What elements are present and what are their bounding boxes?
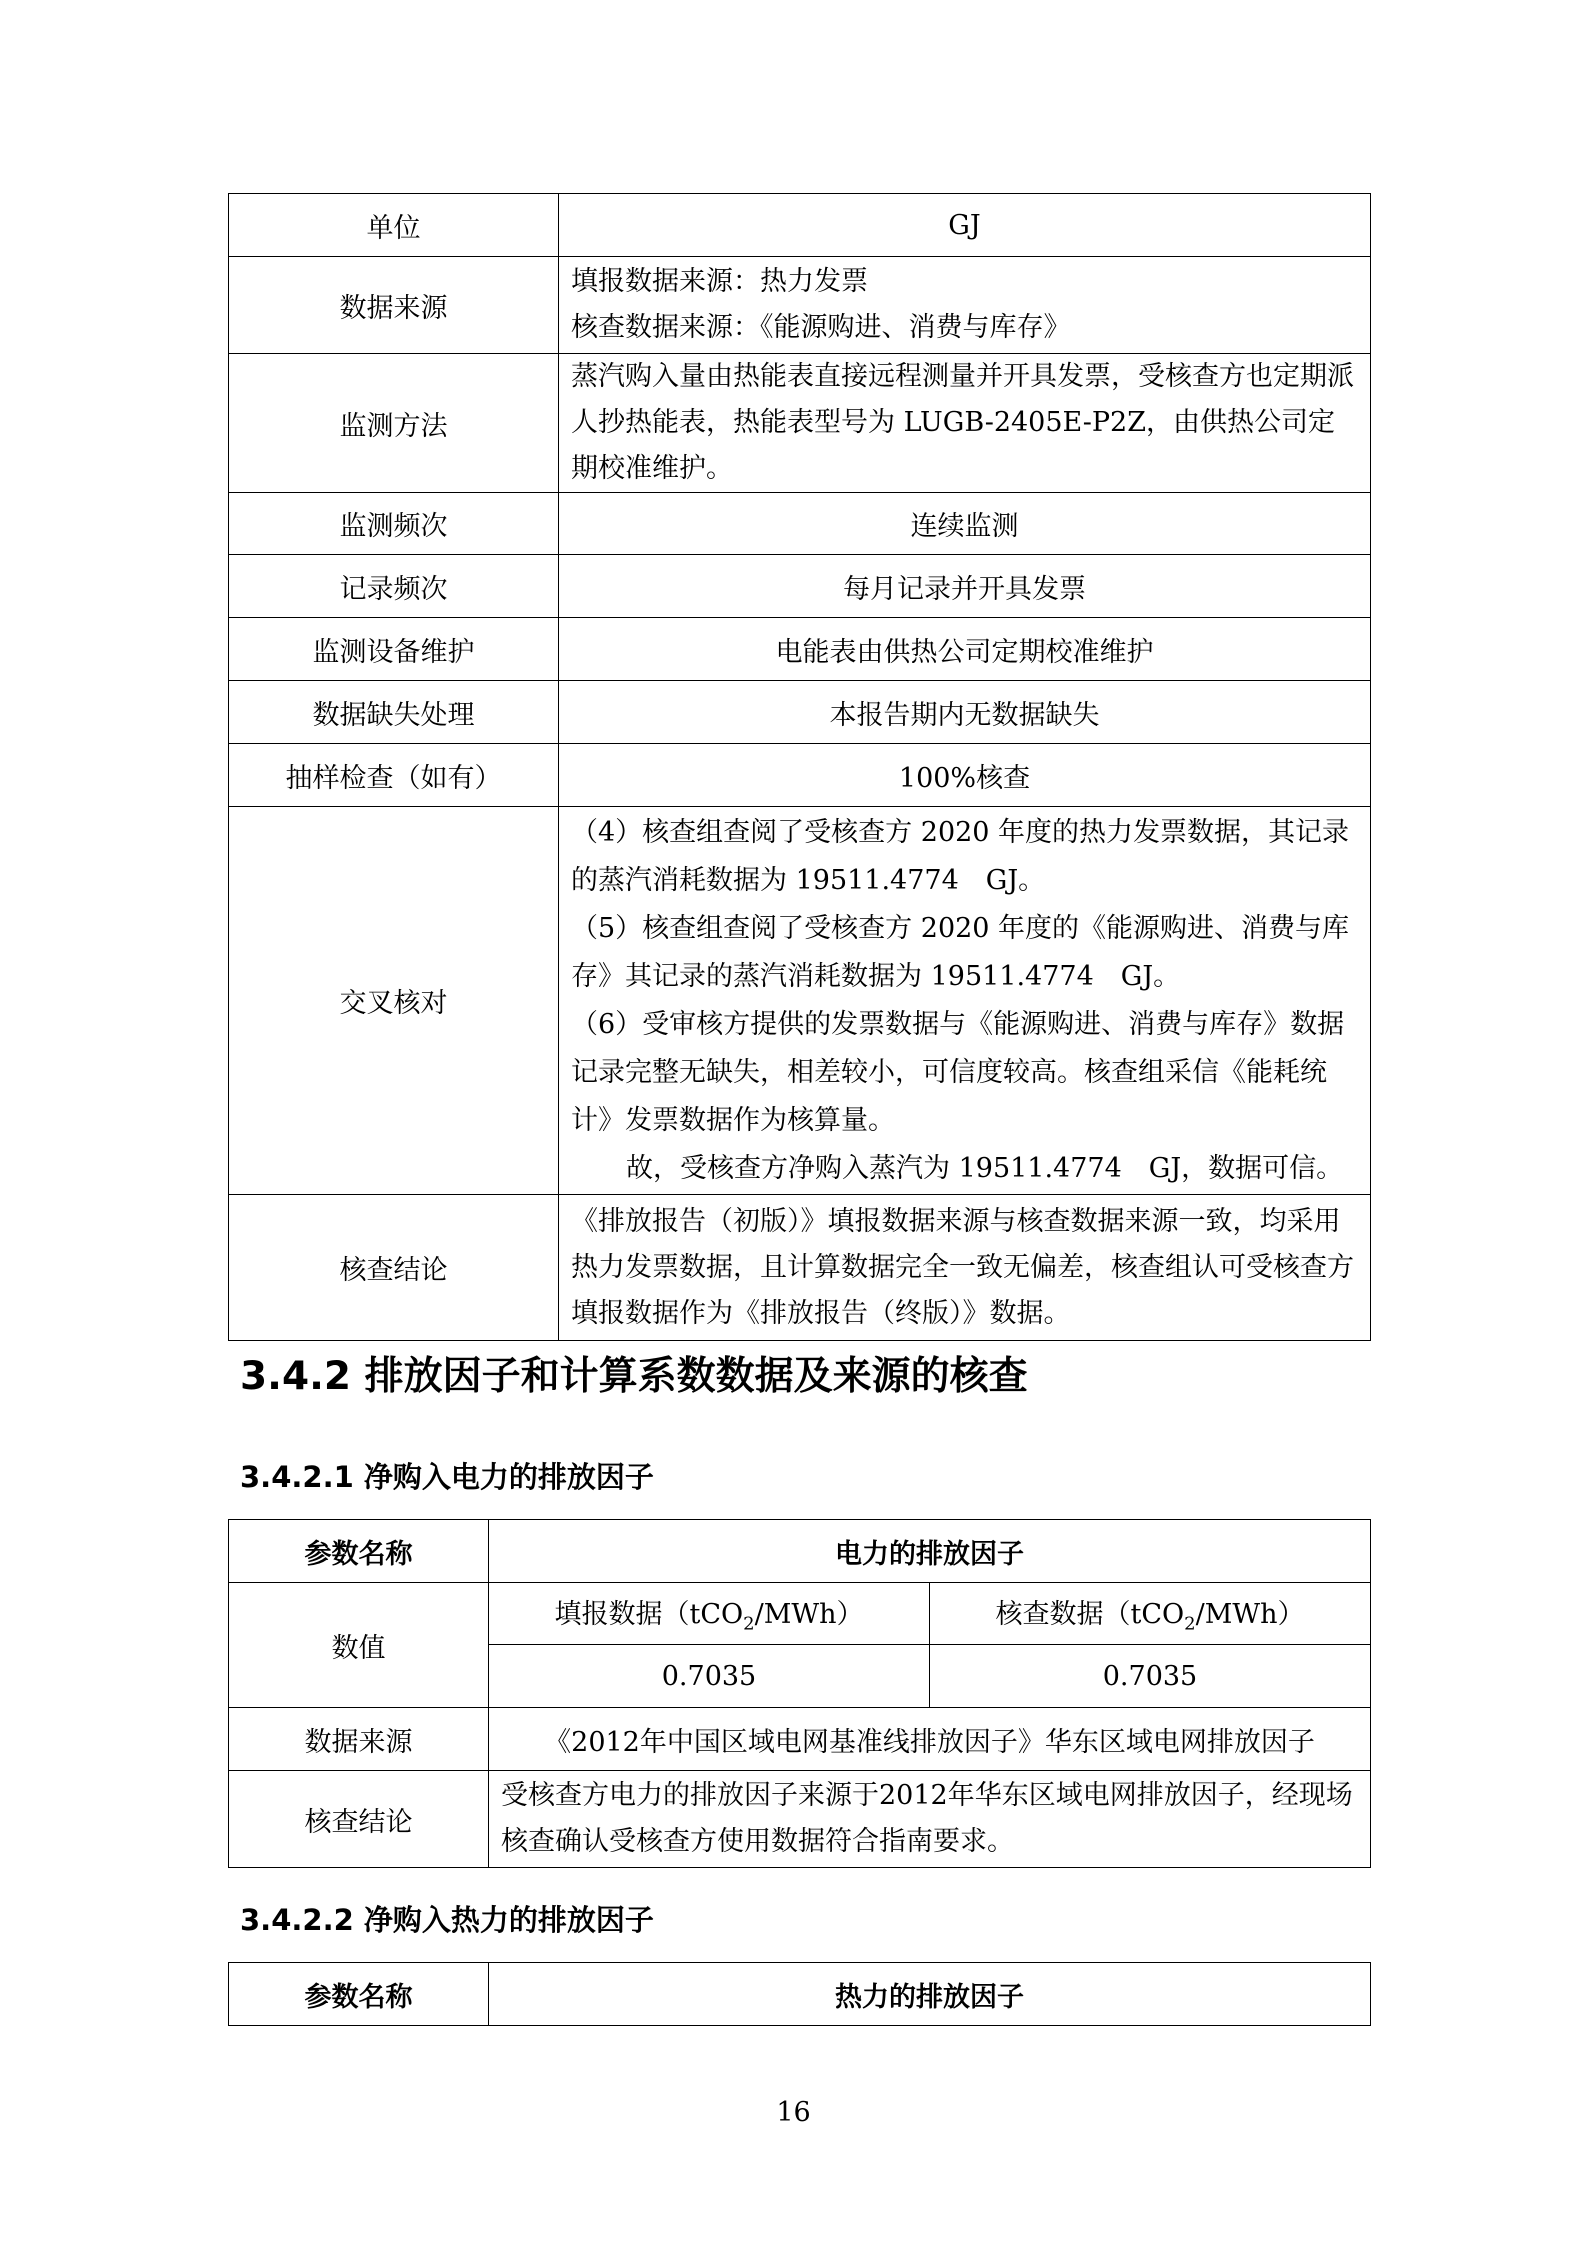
cross-check-paragraph: （6）受审核方提供的发票数据与《能源购进、消费与库存》数据记录完整无缺失，相差较小，可信度较高。核查组采信《能耗统计》发票数据作为核算量。 <box>571 1008 1345 1136</box>
source-label: 数据来源 <box>229 1708 489 1771</box>
page-number: 16 <box>776 2097 811 2128</box>
row-value-recording-frequency: 每月记录并开具发票 <box>559 555 1371 618</box>
row-value-sampling-check: 100%核查 <box>559 744 1371 807</box>
electricity-factor-table <box>228 1519 1371 1868</box>
param-name-label: 参数名称 <box>229 1520 489 1583</box>
verified-source-line: 核查数据来源：《能源购进、消费与库存》 <box>571 312 1071 343</box>
row-value-cross-check <box>559 807 1371 1195</box>
conclusion-value: 受核查方电力的排放因子来源于2012年华东区域电网排放因子，经现场核查确认受核查方使用数据符合指南要求。 <box>489 1771 1371 1868</box>
row-label-monitoring-frequency: 监测频次 <box>229 493 559 555</box>
row-label-monitoring-method: 监测方法 <box>229 354 559 493</box>
row-label-sampling-check: 抽样检查（如有） <box>229 744 559 807</box>
row-value-missing-data: 本报告期内无数据缺失 <box>559 681 1371 744</box>
row-label-unit: 单位 <box>229 194 559 257</box>
row-label-equipment-maintenance: 监测设备维护 <box>229 618 559 681</box>
conclusion-label: 核查结论 <box>229 1771 489 1868</box>
row-label-recording-frequency: 记录频次 <box>229 555 559 618</box>
row-value-data-source <box>559 257 1371 354</box>
row-label-data-source: 数据来源 <box>229 257 559 354</box>
reported-data-header: 填报数据（tCO$_2$/MWh） <box>489 1583 930 1645</box>
verified-value: 0.7035 <box>930 1645 1371 1708</box>
reported-source-line: 填报数据来源：热力发票 <box>571 266 868 297</box>
param-name-value: 热力的排放因子 <box>489 1963 1371 2026</box>
verified-data-header: 核查数据（tCO$_2$/MWh） <box>930 1583 1371 1645</box>
row-value-monitoring-method: 蒸汽购入量由热能表直接远程测量并开具发票，受核查方也定期派人抄热能表，热能表型号为 LUGB-2405E-P2Z，由供热公司定期校准维护。 <box>559 354 1371 493</box>
source-value: 《2012年中国区域电网基准线排放因子》华东区域电网排放因子 <box>489 1708 1371 1771</box>
row-value-conclusion: 《排放报告（初版）》填报数据来源与核查数据来源一致，均采用热力发票数据，且计算数据完全一致无偏差，核查组认可受核查方填报数据作为《排放报告（终版）》数据。 <box>559 1195 1371 1341</box>
row-label-conclusion: 核查结论 <box>229 1195 559 1341</box>
reported-value: 0.7035 <box>489 1645 930 1708</box>
cross-check-conclusion: 故，受核查方净购入蒸汽为 19511.4774 GJ，数据可信。 <box>626 1152 1344 1184</box>
steam-data-table <box>228 193 1371 1341</box>
row-value-unit: GJ <box>559 194 1371 257</box>
row-label-cross-check: 交叉核对 <box>229 807 559 1195</box>
cross-check-paragraph: （5）核查组查阅了受核查方 2020 年度的《能源购进、消费与库存》其记录的蒸汽消耗数据为 19511.4774 GJ。 <box>571 912 1350 992</box>
subsection-heading-electricity: 3.4.2.1 净购入电力的排放因子 <box>240 1460 654 1494</box>
cross-check-paragraph: （4）核查组查阅了受核查方 2020 年度的热力发票数据，其记录的蒸汽消耗数据为 19511.4774 GJ。 <box>571 816 1350 896</box>
row-value-monitoring-frequency: 连续监测 <box>559 493 1371 555</box>
section-heading: 3.4.2 排放因子和计算系数数据及来源的核查 <box>240 1354 1028 1399</box>
row-label-missing-data: 数据缺失处理 <box>229 681 559 744</box>
row-value-equipment-maintenance: 电能表由供热公司定期校准维护 <box>559 618 1371 681</box>
param-name-label: 参数名称 <box>229 1963 489 2026</box>
param-name-value: 电力的排放因子 <box>489 1520 1371 1583</box>
value-label: 数值 <box>229 1583 489 1708</box>
heat-factor-table <box>228 1962 1371 2026</box>
subsection-heading-heat: 3.4.2.2 净购入热力的排放因子 <box>240 1903 654 1937</box>
